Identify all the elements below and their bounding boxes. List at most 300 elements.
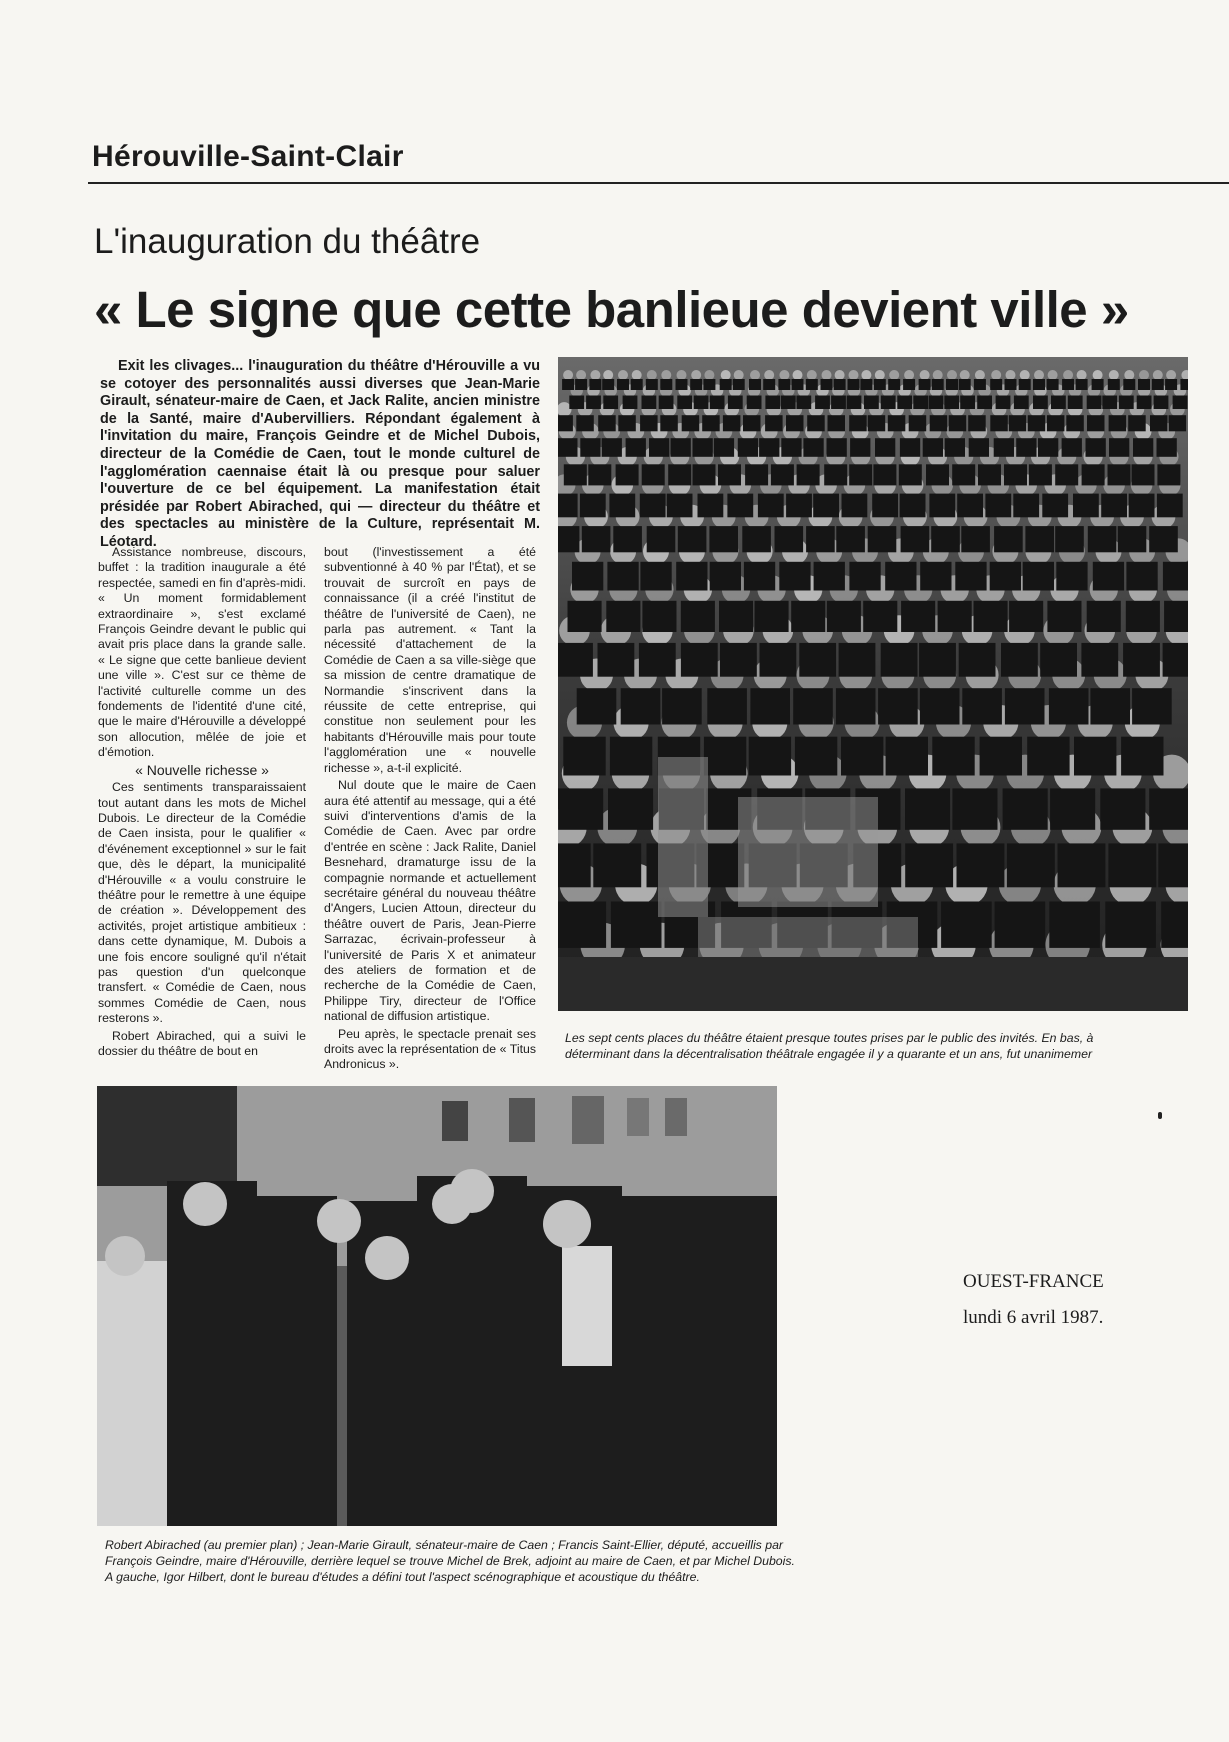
audience-texture-body xyxy=(1149,526,1178,552)
audience-texture-body xyxy=(1138,379,1150,390)
audience-texture-body xyxy=(778,379,790,390)
audience-texture-body xyxy=(836,688,876,724)
audience-texture-body xyxy=(606,601,640,632)
audience-texture-body xyxy=(1133,438,1153,457)
audience-texture-body xyxy=(980,737,1022,776)
audience-texture-body xyxy=(897,396,912,410)
audience-texture-head xyxy=(849,370,859,380)
audience-texture-body xyxy=(709,526,738,552)
audience-texture-body xyxy=(1029,464,1052,485)
audience-texture-body xyxy=(875,438,895,457)
audience-texture-body xyxy=(1157,438,1177,457)
audience-texture-body xyxy=(945,438,965,457)
audience-texture-body xyxy=(1047,601,1081,632)
article-headline: « Le signe que cette banlieue devient ville » xyxy=(94,281,1129,338)
audience-texture-body xyxy=(749,737,791,776)
audience-texture-body xyxy=(781,396,796,410)
audience-texture-body xyxy=(707,688,747,724)
audience-texture-body xyxy=(920,562,951,591)
audience-texture-head xyxy=(920,370,930,380)
audience-texture-body xyxy=(834,379,846,390)
article-lead xyxy=(100,358,540,552)
audience-texture-head xyxy=(576,370,586,380)
column-2-paragraph-1: bout (l'investissement a été subventionné à 40 % par l'État), et se trouvait de surcroît en pays de connaissance (il a créé l'institut de théâtre de l'université de Caen), ne parla pas autrement. « Tant la nécessité d'attachement de la Comédie de Caen a sa ville-siège que sa mission de centre dramatique de Normandie s'inscrivent dans la réussite de cette entreprise, qui constitue non seulement pour les habitants d'Hérouville mais pour toute l'agglomération une « nouvelle richesse », a-t-il explicité. xyxy=(324,545,536,775)
audience-texture-body xyxy=(640,415,658,431)
audience-texture-body xyxy=(1056,562,1087,591)
audience-texture-body xyxy=(1087,415,1105,431)
audience-texture-body xyxy=(807,415,825,431)
audience-texture-body xyxy=(929,494,955,518)
audience-texture-body xyxy=(931,526,960,552)
audience-texture-body xyxy=(1081,643,1118,677)
audience-texture-body xyxy=(959,643,996,677)
audience-texture-body xyxy=(779,562,810,591)
audience-texture-body xyxy=(1090,688,1130,724)
audience-texture-body xyxy=(765,415,783,431)
audience-texture-body xyxy=(1068,396,1083,410)
audience-texture-head xyxy=(875,370,885,380)
audience-texture-body xyxy=(1109,415,1127,431)
audience-texture-body xyxy=(694,396,709,410)
audience-texture-body xyxy=(1076,379,1088,390)
audience-texture-body xyxy=(1123,643,1160,677)
audience-texture-body xyxy=(824,464,847,485)
audience-texture-body xyxy=(1038,438,1058,457)
audience-texture-head xyxy=(861,370,871,380)
audience-texture-body xyxy=(660,379,672,390)
audience-texture-body xyxy=(1152,379,1164,390)
audience-texture-body xyxy=(1033,379,1045,390)
audience-texture-body xyxy=(631,379,643,390)
audience-texture-body xyxy=(974,379,986,390)
audience-texture-body xyxy=(749,379,761,390)
audience-texture-body xyxy=(814,562,845,591)
audience-texture-body xyxy=(1027,737,1069,776)
audience-texture-body xyxy=(995,902,1046,948)
audience-texture-body xyxy=(849,464,872,485)
audience-texture-body xyxy=(742,526,771,552)
audience-texture-body xyxy=(1042,494,1068,518)
audience-texture-body xyxy=(1161,902,1188,948)
audience-texture-body xyxy=(957,843,1005,887)
article-column-2 xyxy=(324,545,536,1075)
audience-texture-body xyxy=(969,438,989,457)
audience-texture-body xyxy=(693,464,716,485)
audience-texture-body xyxy=(968,415,986,431)
audience-texture-body xyxy=(881,396,896,410)
audience-texture-body xyxy=(702,415,720,431)
audience-texture-head xyxy=(647,370,657,380)
audience-texture-body xyxy=(608,788,653,829)
audience-texture-body xyxy=(1013,494,1039,518)
audience-texture-body xyxy=(903,379,915,390)
audience-texture-body xyxy=(868,526,897,552)
audience-texture-head xyxy=(1124,370,1134,380)
audience-texture-body xyxy=(1086,438,1106,457)
audience-texture-body xyxy=(1004,464,1027,485)
officials-photo-caption: Robert Abirached (au premier plan) ; Jean-Marie Girault, sénateur-maire de Caen ; Francis Saint-Ellier, député, accueillis par François Geindre, maire d'Hérouville, derrière lequel se trouve Michel de Brek, adjoint au maire de Caen, et par Michel Dubois. A gauche, Igor Hilbert, dont le bureau d'études a défini tout l'aspect scénographique et acoustique du théâtre. xyxy=(105,1538,795,1584)
audience-texture-body xyxy=(1164,601,1188,632)
lead-paragraph: Exit les clivages... l'inauguration du théâtre d'Hérouville a vu se cotoyer des personnalités aussi diverses que Jean-Marie Girault, sénateur-maire de Caen, et Jack Ralite, ancien ministre de la Santé, maire d'Aubervilliers. Répondant également à l'invitation du maire, François Geindre et de Michel Dubois, directeur de la Comédie de Caen, tout le monde culturel de l'agglomération caennaise était là ou presque pour saluer l'ouverture de ce bel équipement. La manifestation était présidée par Robert Abirached, qui — directeur du théâtre et des spectacles au ministère de la Culture, représentait M. Léotard. xyxy=(100,358,540,550)
audience-texture-body xyxy=(1082,464,1105,485)
audience-texture-body xyxy=(569,396,584,410)
audience-texture-body xyxy=(885,562,916,591)
audience-texture-body xyxy=(1009,415,1026,431)
audience-texture-head xyxy=(904,370,914,380)
audience-texture-body xyxy=(1128,415,1146,431)
audience-texture-body xyxy=(831,396,846,410)
audience-texture-body xyxy=(996,396,1011,410)
audience-texture-body xyxy=(676,562,707,591)
audience-texture-body xyxy=(957,494,983,518)
audience-texture-body xyxy=(960,396,975,410)
audience-texture-body xyxy=(1001,643,1038,677)
audience-texture-body xyxy=(626,438,646,457)
audience-texture-head xyxy=(889,370,899,380)
audience-texture-body xyxy=(598,415,616,431)
audience-texture-body xyxy=(1123,379,1135,390)
audience-texture-body xyxy=(909,415,927,431)
audience-photo xyxy=(558,357,1188,1011)
audience-texture-body xyxy=(676,379,688,390)
audience-texture-body xyxy=(760,643,797,677)
audience-texture-body xyxy=(667,494,693,518)
audience-texture-body xyxy=(938,601,972,632)
audience-texture-head xyxy=(1153,370,1163,380)
audience-texture-body xyxy=(849,562,880,591)
audience-texture-body xyxy=(723,415,741,431)
audience-texture-body xyxy=(949,415,967,431)
audience-texture-body xyxy=(572,562,603,591)
audience-texture-body xyxy=(990,415,1008,431)
audience-texture-body xyxy=(649,438,669,457)
audience-texture-body xyxy=(955,562,986,591)
audience-texture-body xyxy=(946,379,958,390)
audience-texture-body xyxy=(977,396,992,410)
audience-texture-head xyxy=(677,370,687,380)
audience-texture-body xyxy=(1088,526,1117,552)
audience-texture-body xyxy=(873,464,896,485)
audience-texture-body xyxy=(900,438,920,457)
audience-texture-head xyxy=(960,370,970,380)
audience-texture-body xyxy=(1100,788,1145,829)
audience-texture-body xyxy=(1149,788,1188,829)
audience-texture-body xyxy=(919,643,956,677)
audience-texture-body xyxy=(899,464,922,485)
audience-texture-head xyxy=(603,370,613,380)
audience-texture-head xyxy=(1063,370,1073,380)
audience-texture-body xyxy=(905,843,953,887)
audience-texture-body xyxy=(874,379,886,390)
audience-texture-body xyxy=(932,379,944,390)
audience-texture-body xyxy=(639,643,676,677)
audience-texture-body xyxy=(792,379,804,390)
audience-texture-body xyxy=(698,494,724,518)
audience-texture-body xyxy=(952,464,975,485)
audience-texture-head xyxy=(1006,370,1016,380)
audience-texture-body xyxy=(929,396,944,410)
audience-texture-body xyxy=(558,415,573,431)
audience-texture-body xyxy=(719,601,753,632)
audience-texture-body xyxy=(850,438,870,457)
audience-texture-body xyxy=(775,526,804,552)
audience-texture-body xyxy=(671,438,691,457)
audience-texture-body xyxy=(962,688,1002,724)
audience-texture-body xyxy=(791,601,825,632)
audience-texture-body xyxy=(1118,526,1147,552)
audience-texture-body xyxy=(1074,737,1116,776)
audience-texture-body xyxy=(1101,494,1127,518)
audience-texture-body xyxy=(662,688,702,724)
audience-texture-body xyxy=(558,494,578,518)
audience-texture-body xyxy=(1055,526,1084,552)
audience-texture-body xyxy=(563,737,605,776)
audience-texture-head xyxy=(721,370,731,380)
audience-texture-head xyxy=(704,370,714,380)
audience-texture-body xyxy=(758,494,784,518)
audience-texture-body xyxy=(888,379,900,390)
audience-texture-body xyxy=(1109,438,1129,457)
audience-texture-body xyxy=(839,643,876,677)
audience-texture-body xyxy=(913,396,928,410)
column-2-paragraph-3: Peu après, le spectacle prenait ses droits avec la représentation de « Titus Andronicus ». xyxy=(324,1026,536,1072)
audience-texture-body xyxy=(1180,379,1188,390)
audience-texture-body xyxy=(1154,396,1169,410)
column-2-paragraph-2: Nul doute que le maire de Caen aura été attentif au message, qui a été suivi d'interventions d'amis de la Comédie de Caen. Avec par ordre d'entrée en scène : Jack Ralite, Daniel Besnehard, dramaturge issu de la compagnie normande et actuellement secrétaire général du nouveau théâtre d'Angers, Lucien Attoun, directeur du théâtre ouvert de Paris, Jean-Pierre Sarrazac, écrivain-professeur à l'université de Paris X et animateur des ateliers de formation et de recherche de la Comédie de Caen, Philippe Tiry, directeur de l'Office national de diffusion artistique. xyxy=(324,778,536,1024)
audience-texture-body xyxy=(677,396,692,410)
audience-texture-body xyxy=(1102,396,1117,410)
audience-texture-head xyxy=(793,370,803,380)
audience-texture-body xyxy=(1165,379,1177,390)
audience-texture-body xyxy=(660,415,678,431)
audience-texture-body xyxy=(681,601,715,632)
audience-texture-body xyxy=(558,643,593,677)
audience-texture-body xyxy=(827,438,847,457)
audience-texture-body xyxy=(941,902,992,948)
audience-texture-body xyxy=(978,464,1001,485)
audience-texture-body xyxy=(849,415,867,431)
audience-texture-body xyxy=(932,737,974,776)
audience-texture-body xyxy=(616,464,639,485)
audience-texture-body xyxy=(1055,464,1078,485)
audience-texture-body xyxy=(786,494,812,518)
audience-texture-body xyxy=(690,379,702,390)
column-1-paragraph-3: Robert Abirached, qui a suivi le dossier du théâtre de bout en xyxy=(98,1028,306,1058)
audience-texture-head xyxy=(632,370,642,380)
audience-texture-head xyxy=(975,370,985,380)
audience-texture-body xyxy=(1007,843,1055,887)
audience-texture-body xyxy=(564,464,587,485)
audience-photo-image xyxy=(558,357,1188,1011)
audience-texture-body xyxy=(1005,688,1045,724)
audience-texture-body xyxy=(743,415,761,431)
audience-texture-head xyxy=(779,370,789,380)
audience-texture-head xyxy=(618,370,628,380)
audience-texture-body xyxy=(961,526,990,552)
audience-texture-body xyxy=(1121,737,1163,776)
audience-texture-body xyxy=(646,379,658,390)
audience-texture-body xyxy=(848,379,860,390)
audience-texture-body xyxy=(847,396,862,410)
audience-texture-body xyxy=(803,438,823,457)
audience-texture-body xyxy=(1003,788,1048,829)
audience-texture-body xyxy=(1129,494,1155,518)
audience-texture-body xyxy=(640,562,671,591)
audience-texture-body xyxy=(558,902,606,948)
audience-texture-head xyxy=(947,370,957,380)
audience-texture-body xyxy=(1033,396,1048,410)
audience-texture-body xyxy=(781,438,801,457)
audience-texture-body xyxy=(589,379,601,390)
audience-texture-body xyxy=(575,379,587,390)
audience-texture-body xyxy=(562,379,574,390)
audience-texture-body xyxy=(681,643,718,677)
audience-texture-body xyxy=(990,562,1021,591)
audience-texture-head xyxy=(1077,370,1087,380)
source-publication: OUEST-FRANCE xyxy=(963,1271,1104,1292)
audience-texture-body xyxy=(1093,562,1124,591)
audience-texture-body xyxy=(1158,843,1188,887)
audience-texture-body xyxy=(610,737,652,776)
audience-texture-body xyxy=(1047,379,1059,390)
audience-texture-body xyxy=(905,788,950,829)
audience-texture-body xyxy=(1108,464,1131,485)
audience-texture-head xyxy=(1109,370,1119,380)
audience-texture-body xyxy=(796,396,811,410)
audience-texture-body xyxy=(841,737,883,776)
audience-texture-body xyxy=(959,379,971,390)
audience-texture-body xyxy=(603,396,618,410)
audience-texture-body xyxy=(588,464,611,485)
audience-texture-body xyxy=(1073,494,1099,518)
audience-texture-head xyxy=(807,370,817,380)
audience-texture-body xyxy=(1105,902,1156,948)
audience-texture-body xyxy=(901,526,930,552)
audience-caption-line-1: Les sept cents places du théâtre étaient presque toutes prises par le public des invités. En bas, à xyxy=(565,1031,1094,1045)
audience-texture-body xyxy=(682,415,700,431)
audience-texture-body xyxy=(1019,379,1031,390)
audience-texture-body xyxy=(888,415,906,431)
audience-texture-body xyxy=(864,396,879,410)
audience-texture-body xyxy=(994,526,1023,552)
audience-texture-body xyxy=(720,379,732,390)
audience-texture-body xyxy=(863,601,897,632)
audience-texture-body xyxy=(617,379,629,390)
audience-texture-body xyxy=(613,526,642,552)
audience-texture-head xyxy=(590,370,600,380)
audience-texture-body xyxy=(994,438,1014,457)
audience-texture-body xyxy=(1062,438,1082,457)
officials-photo-image xyxy=(97,1086,777,1526)
audience-texture-body xyxy=(1132,464,1155,485)
audience-texture-body xyxy=(842,494,868,518)
audience-texture-head xyxy=(991,370,1001,380)
audience-texture-body xyxy=(1049,688,1089,724)
audience-texture-body xyxy=(598,643,635,677)
article-column-1 xyxy=(98,545,306,1061)
audience-texture-head xyxy=(1166,370,1176,380)
audience-texture-body xyxy=(602,379,614,390)
audience-texture-body xyxy=(718,464,741,485)
audience-texture-body xyxy=(1108,379,1120,390)
audience-texture-body xyxy=(576,415,594,431)
audience-texture-body xyxy=(806,526,835,552)
audience-texture-body xyxy=(747,396,762,410)
audience-texture-body xyxy=(900,494,926,518)
audience-texture-body xyxy=(827,601,861,632)
source-block xyxy=(963,1264,1104,1336)
column-1-paragraph-1: Assistance nombreuse, discours, buffet : la tradition inaugurale a été respectée, samedi en fin d'après-midi. « Un moment formidablement extraordinaire », s'est exclamé François Geindre devant le public qui avait pris place dans la grande salle. « Le signe que cette banlieue devient une ville ». C'est sur ce thème de l'activité culturelle comme un des fondements de l'identité d'une cité, que le maire d'Hérouville a développé son allocution, mêlée de joie et d'émotion. xyxy=(98,545,306,760)
audience-texture-body xyxy=(710,396,725,410)
audience-texture-body xyxy=(642,464,665,485)
audience-texture-body xyxy=(952,788,997,829)
audience-texture-body xyxy=(786,415,804,431)
audience-texture-body xyxy=(659,396,674,410)
audience-texture-body xyxy=(919,379,931,390)
audience-texture-body xyxy=(744,562,775,591)
audience-texture-body xyxy=(1150,415,1168,431)
audience-texture-head xyxy=(691,370,701,380)
audience-texture-body xyxy=(1050,788,1095,829)
audience-texture-body xyxy=(558,526,579,552)
audience-texture-head xyxy=(1139,370,1149,380)
audience-texture-body xyxy=(878,688,918,724)
audience-texture-body xyxy=(765,396,780,410)
audience-texture-body xyxy=(797,464,820,485)
audience-texture-body xyxy=(763,379,775,390)
audience-texture-body xyxy=(640,494,666,518)
audience-texture-body xyxy=(926,464,949,485)
audience-texture-body xyxy=(1058,843,1106,887)
audience-texture-body xyxy=(1108,843,1156,887)
audience-texture-head xyxy=(563,370,573,380)
audience-texture-body xyxy=(1157,464,1180,485)
audience-texture-body xyxy=(704,737,746,776)
audience-texture-body xyxy=(602,438,622,457)
audience-texture-body xyxy=(1119,396,1134,410)
audience-texture-body xyxy=(693,438,713,457)
audience-texture-body xyxy=(1132,688,1172,724)
audience-texture-body xyxy=(745,464,768,485)
audience-texture-body xyxy=(1049,902,1100,948)
audience-texture-body xyxy=(607,562,638,591)
audience-texture-body xyxy=(799,643,836,677)
audience-texture-head xyxy=(750,370,760,380)
officials-photo xyxy=(97,1086,777,1526)
audience-texture-body xyxy=(1014,396,1029,410)
audience-texture-body xyxy=(920,688,960,724)
audience-texture-head xyxy=(661,370,671,380)
audience-texture-head xyxy=(822,370,832,380)
audience-texture-body xyxy=(821,379,833,390)
audience-photo-caption xyxy=(565,1031,1205,1063)
audience-texture-head xyxy=(835,370,845,380)
audience-texture-body xyxy=(568,601,602,632)
audience-texture-body xyxy=(1016,438,1036,457)
audience-texture-body xyxy=(944,396,959,410)
audience-texture-body xyxy=(930,415,948,431)
audience-texture-body xyxy=(1066,415,1084,431)
audience-texture-head xyxy=(1020,370,1030,380)
audience-texture-body xyxy=(611,902,662,948)
audience-texture-body xyxy=(1126,562,1157,591)
audience-texture-body xyxy=(881,643,918,677)
audience-texture-body xyxy=(609,494,635,518)
audience-texture-body xyxy=(580,438,600,457)
audience-texture-body xyxy=(714,438,734,457)
audience-texture-body xyxy=(558,438,578,457)
audience-texture-body xyxy=(623,396,638,410)
